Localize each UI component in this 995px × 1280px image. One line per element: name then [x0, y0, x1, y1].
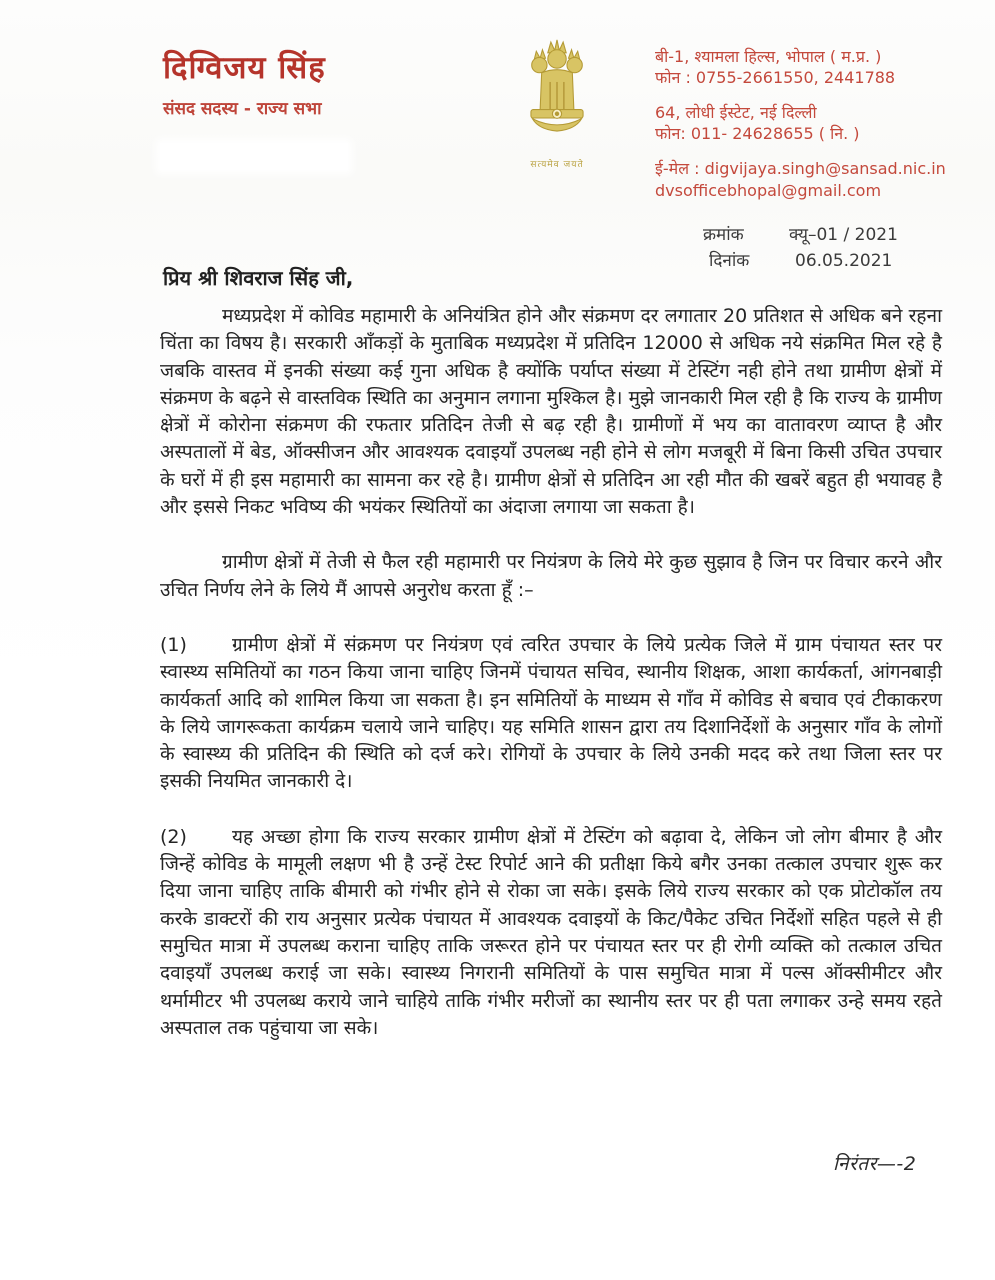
delhi-address: 64, लोधी ईस्टेट, नई दिल्ली: [655, 103, 817, 123]
contact-block: [655, 46, 975, 215]
continuation-marker: निरंतर—-2: [833, 1153, 917, 1175]
bhopal-contact: [655, 46, 975, 88]
delhi-phone: फोन: 011- 24628655 ( नि. ): [655, 124, 860, 144]
salutation: प्रिय श्री शिवराज सिंह जी,: [163, 266, 354, 290]
point-2-number: (2): [160, 825, 187, 848]
paragraph-2: ग्रामीण क्षेत्रों में तेजी से फैल रही महामारी पर नियंत्रण के लिये मेरे कुछ सुझाव है जिन पर विचार करने और उचित निर्णय लेने के लिये मैं आपसे अनुरोध करता हूँ :–: [160, 551, 942, 601]
point-1-number: (1): [160, 633, 187, 656]
ashoka-lion-capital-icon: [497, 36, 617, 154]
date-value: 06.05.2021: [795, 250, 893, 271]
email-contact: [655, 158, 975, 200]
ashoka-emblem: [497, 36, 617, 170]
point-1: [160, 632, 942, 796]
reference-number-value: क्यू–01 / 2021: [789, 225, 898, 245]
point-2-text: यह अच्छा होगा कि राज्य सरकार ग्रामीण क्षेत्रों में टेस्टिंग को बढ़ावा दे, लेकिन जो लोग बीमार है और जिन्हें कोविड के मामूली लक्षण भी है उन्हें टेस्ट रिपोर्ट आने की प्रतीक्षा किये बगैर उनका तत्काल उपचार शुरू कर दिया जाना चाहिए ताकि बीमारी को गंभीर होने से रोका जा सके। इसके लिये राज्य सरकार को एक प्रोटोकॉल तय करके डाक्टरों की राय अनुसार प्रत्येक पंचायत में आवश्यक दवाइयों के किट/पैकेट उचित निर्देशों सहित पहले से ही समुचित मात्रा में उपलब्ध कराना चाहिए ताकि जरूरत होने पर पंचायत स्तर पर ही रोगी व्यक्ति को तत्काल उचित दवाइयाँ उपलब्ध कराई जा सके। स्वास्थ्य निगरानी समितियों के पास समुचित मात्रा में पल्स ऑक्सीमीटर और थर्मामीटर भी उपलब्ध कराये जाने चाहिये ताकि गंभीर मरीजों का स्थानीय स्तर पर ही पता लगाकर उन्हे समय रहते अस्पताल तक पहुंचाया जा सके।: [160, 825, 942, 1039]
reference-number-label: क्रमांक: [703, 225, 744, 245]
email-line-1: ई-मेल : digvijaya.singh@sansad.nic.in: [655, 159, 946, 179]
reference-number-row: [703, 223, 898, 249]
scan-whiteout-patch: [160, 143, 348, 170]
date-label: दिनांक: [709, 250, 750, 271]
sender-title: संसद सदस्य - राज्य सभा: [163, 99, 322, 119]
paragraph-1: मध्यप्रदेश में कोविड महामारी के अनियंत्रित होने और संक्रमण दर लगातार 20 प्रतिशत से अधिक बने रहना चिंता का विषय है। सरकारी आँकड़ों के मुताबिक मध्यप्रदेश में प्रतिदिन 12000 से अधिक नये संक्रमित मिल रहे है जबकि वास्तव में इनकी संख्या कई गुना अधिक है क्योंकि पर्याप्त संख्या में टेस्टिंग नही होने तथा ग्रामीण क्षेत्रों में संक्रमण के बढ़ने से वास्तविक स्थिति का अनुमान लगाना मुश्किल है। मुझे जानकारी मिल रही है कि राज्य के ग्रामीण क्षेत्रों में कोरोना संक्रमण की रफतार प्रतिदिन तेजी से बढ़ रही है। ग्रामीणों में भय का वातावरण व्याप्त है और अस्पतालों में बेड, ऑक्सीजन और आवश्यक दवाइयाँ उपलब्ध नही होने से लोग मजबूरी में बिना किसी उचित उपचार के घरों में ही इस महामारी का सामना कर रहे है। ग्रामीण क्षेत्रों से प्रतिदिन आ रही मौत की खबरें बहुत ही भयावह है और इससे निकट भविष्य की भयंकर स्थितियों का अंदाजा लगाया जा सकता है।: [160, 305, 942, 519]
reference-block: [703, 223, 898, 274]
bhopal-phone: फोन : 0755-2661550, 2441788: [655, 68, 896, 88]
point-2: [160, 824, 942, 1042]
point-1-text: ग्रामीण क्षेत्रों में संक्रमण पर नियंत्रण एवं त्वरित उपचार के लिये प्रत्येक जिले में ग्राम पंचायत स्तर पर स्वास्थ्य समितियों का गठन किया जाना चाहिए जिनमें पंचायत सचिव, स्थानीय शिक्षक, आशा कार्यकर्ता, आंगनबाड़ी कार्यकर्ता आदि को शामिल किया जा सकता है। इन समितियों के माध्यम से गाँव में कोविड से बचाव एवं टीकाकरण के लिये जागरूकता कार्यक्रम चलाये जाने चाहिए। यह समिति शासन द्वारा तय दिशानिर्देशों के अनुसार गाँव के लोगों के स्वास्थ्य की प्रतिदिन की स्थिति को दर्ज करे। रोगियों के उपचार के लिये उनकी मदद करे तथा जिला स्तर पर इसकी नियमित जानकारी दे।: [160, 633, 942, 793]
bhopal-address: बी-1, श्यामला हिल्स, भोपाल ( म.प्र. ): [655, 47, 882, 66]
email-line-2: dvsofficebhopal@gmail.com: [655, 180, 882, 200]
letterhead-sender: [163, 46, 326, 119]
emblem-motto: सत्यमेव जयते: [530, 160, 584, 170]
date-row: [703, 249, 898, 275]
delhi-contact: [655, 102, 975, 144]
letter-body: [160, 303, 942, 1070]
sender-name: दिग्विजय सिंह: [163, 50, 326, 86]
